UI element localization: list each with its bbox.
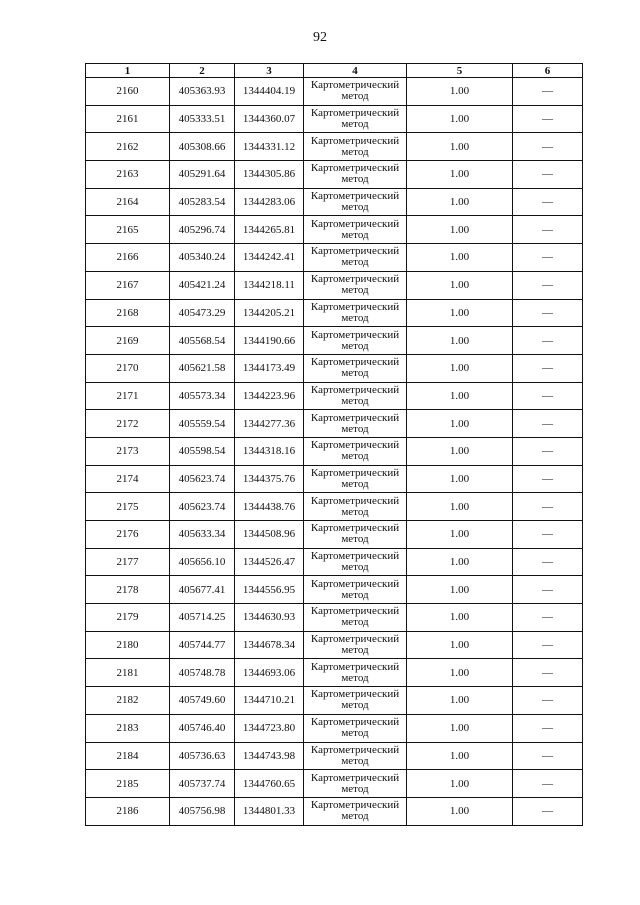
point-number-cell: 2179 — [86, 604, 170, 632]
y-coordinate-cell: 1344223.96 — [235, 382, 304, 410]
point-number-cell: 2184 — [86, 742, 170, 770]
accuracy-cell: 1.00 — [407, 216, 513, 244]
accuracy-cell: 1.00 — [407, 327, 513, 355]
table-row — [86, 105, 583, 133]
column-header-1: 1 — [86, 64, 170, 78]
note-cell: — — [513, 797, 583, 825]
table-row — [86, 631, 583, 659]
table-row — [86, 548, 583, 576]
point-number-cell: 2169 — [86, 327, 170, 355]
table-row — [86, 437, 583, 465]
method-cell — [304, 382, 407, 410]
accuracy-cell: 1.00 — [407, 133, 513, 161]
accuracy-cell: 1.00 — [407, 299, 513, 327]
method-line-2: метод — [341, 782, 369, 795]
method-line-2: метод — [341, 616, 369, 629]
method-cell — [304, 105, 407, 133]
x-coordinate-cell: 405333.51 — [170, 105, 235, 133]
note-cell: — — [513, 161, 583, 189]
method-cell — [304, 410, 407, 438]
accuracy-cell: 1.00 — [407, 770, 513, 798]
point-number-cell: 2162 — [86, 133, 170, 161]
table-header-row — [86, 64, 583, 78]
method-line-1: Картометрический — [310, 466, 400, 479]
accuracy-cell: 1.00 — [407, 521, 513, 549]
method-cell — [304, 631, 407, 659]
y-coordinate-cell: 1344743.98 — [235, 742, 304, 770]
method-line-1: Картометрический — [310, 300, 400, 313]
method-line-1: Картометрический — [310, 494, 400, 507]
note-cell: — — [513, 271, 583, 299]
accuracy-cell: 1.00 — [407, 714, 513, 742]
method-line-2: метод — [341, 727, 369, 740]
accuracy-cell: 1.00 — [407, 548, 513, 576]
method-line-1: Картометрический — [310, 162, 400, 175]
y-coordinate-cell: 1344375.76 — [235, 465, 304, 493]
method-line-1: Картометрический — [310, 660, 400, 673]
note-cell: — — [513, 548, 583, 576]
point-number-cell: 2186 — [86, 797, 170, 825]
point-number-cell: 2173 — [86, 437, 170, 465]
column-header-6: 6 — [513, 64, 583, 78]
note-cell: — — [513, 742, 583, 770]
coordinates-table — [85, 63, 583, 826]
method-line-1: Картометрический — [310, 273, 400, 286]
method-cell — [304, 493, 407, 521]
x-coordinate-cell: 405736.63 — [170, 742, 235, 770]
accuracy-cell: 1.00 — [407, 493, 513, 521]
method-line-2: метод — [341, 588, 369, 601]
y-coordinate-cell: 1344556.95 — [235, 576, 304, 604]
method-line-2: метод — [341, 284, 369, 297]
note-cell: — — [513, 687, 583, 715]
x-coordinate-cell: 405308.66 — [170, 133, 235, 161]
method-cell — [304, 216, 407, 244]
point-number-cell: 2181 — [86, 659, 170, 687]
method-line-2: метод — [341, 118, 369, 131]
table-row — [86, 216, 583, 244]
accuracy-cell: 1.00 — [407, 188, 513, 216]
note-cell: — — [513, 105, 583, 133]
method-cell — [304, 714, 407, 742]
method-cell — [304, 604, 407, 632]
note-cell: — — [513, 244, 583, 272]
table-row — [86, 327, 583, 355]
table-row — [86, 770, 583, 798]
method-line-1: Картометрический — [310, 328, 400, 341]
method-cell — [304, 548, 407, 576]
point-number-cell: 2174 — [86, 465, 170, 493]
method-line-1: Картометрический — [310, 79, 400, 92]
x-coordinate-cell: 405737.74 — [170, 770, 235, 798]
note-cell: — — [513, 576, 583, 604]
point-number-cell: 2178 — [86, 576, 170, 604]
note-cell: — — [513, 410, 583, 438]
method-cell — [304, 797, 407, 825]
method-line-2: метод — [341, 644, 369, 657]
method-line-1: Картометрический — [310, 716, 400, 729]
method-line-1: Картометрический — [310, 245, 400, 258]
x-coordinate-cell: 405677.41 — [170, 576, 235, 604]
method-line-1: Картометрический — [310, 633, 400, 646]
method-line-1: Картометрический — [310, 550, 400, 563]
method-cell — [304, 327, 407, 355]
note-cell: — — [513, 327, 583, 355]
y-coordinate-cell: 1344438.76 — [235, 493, 304, 521]
point-number-cell: 2167 — [86, 271, 170, 299]
table-row — [86, 133, 583, 161]
y-coordinate-cell: 1344710.21 — [235, 687, 304, 715]
point-number-cell: 2177 — [86, 548, 170, 576]
column-header-5: 5 — [407, 64, 513, 78]
method-line-2: метод — [341, 311, 369, 324]
method-line-1: Картометрический — [310, 383, 400, 396]
table-row — [86, 244, 583, 272]
table-row — [86, 188, 583, 216]
method-line-2: метод — [341, 201, 369, 214]
point-number-cell: 2183 — [86, 714, 170, 742]
point-number-cell: 2175 — [86, 493, 170, 521]
table-row — [86, 604, 583, 632]
x-coordinate-cell: 405421.24 — [170, 271, 235, 299]
y-coordinate-cell: 1344331.12 — [235, 133, 304, 161]
point-number-cell: 2164 — [86, 188, 170, 216]
point-number-cell: 2180 — [86, 631, 170, 659]
method-cell — [304, 659, 407, 687]
method-line-1: Картометрический — [310, 688, 400, 701]
method-cell — [304, 742, 407, 770]
point-number-cell: 2182 — [86, 687, 170, 715]
y-coordinate-cell: 1344318.16 — [235, 437, 304, 465]
x-coordinate-cell: 405633.34 — [170, 521, 235, 549]
method-line-2: метод — [341, 367, 369, 380]
note-cell: — — [513, 521, 583, 549]
table-row — [86, 465, 583, 493]
table-row — [86, 493, 583, 521]
y-coordinate-cell: 1344265.81 — [235, 216, 304, 244]
y-coordinate-cell: 1344360.07 — [235, 105, 304, 133]
method-line-1: Картометрический — [310, 356, 400, 369]
note-cell: — — [513, 770, 583, 798]
x-coordinate-cell: 405623.74 — [170, 493, 235, 521]
method-cell — [304, 576, 407, 604]
x-coordinate-cell: 405748.78 — [170, 659, 235, 687]
page-number: 92 — [313, 30, 327, 45]
x-coordinate-cell: 405756.98 — [170, 797, 235, 825]
point-number-cell: 2161 — [86, 105, 170, 133]
x-coordinate-cell: 405363.93 — [170, 78, 235, 106]
y-coordinate-cell: 1344526.47 — [235, 548, 304, 576]
method-cell — [304, 521, 407, 549]
method-cell — [304, 437, 407, 465]
method-line-2: метод — [341, 450, 369, 463]
note-cell: — — [513, 465, 583, 493]
note-cell: — — [513, 604, 583, 632]
column-header-4: 4 — [304, 64, 407, 78]
point-number-cell: 2163 — [86, 161, 170, 189]
x-coordinate-cell: 405568.54 — [170, 327, 235, 355]
method-line-2: метод — [341, 754, 369, 767]
table-row — [86, 410, 583, 438]
method-cell — [304, 770, 407, 798]
x-coordinate-cell: 405621.58 — [170, 354, 235, 382]
method-line-1: Картометрический — [310, 134, 400, 147]
y-coordinate-cell: 1344277.36 — [235, 410, 304, 438]
method-cell — [304, 271, 407, 299]
method-line-2: метод — [341, 256, 369, 269]
note-cell: — — [513, 493, 583, 521]
accuracy-cell: 1.00 — [407, 244, 513, 272]
y-coordinate-cell: 1344283.06 — [235, 188, 304, 216]
table-row — [86, 161, 583, 189]
method-cell — [304, 299, 407, 327]
note-cell: — — [513, 133, 583, 161]
method-line-2: метод — [341, 339, 369, 352]
method-cell — [304, 244, 407, 272]
method-line-2: метод — [341, 810, 369, 823]
accuracy-cell: 1.00 — [407, 437, 513, 465]
accuracy-cell: 1.00 — [407, 631, 513, 659]
accuracy-cell: 1.00 — [407, 742, 513, 770]
y-coordinate-cell: 1344218.11 — [235, 271, 304, 299]
table-row — [86, 797, 583, 825]
method-line-2: метод — [341, 699, 369, 712]
method-line-2: метод — [341, 477, 369, 490]
table-row — [86, 659, 583, 687]
method-line-1: Картометрический — [310, 217, 400, 230]
x-coordinate-cell: 405283.54 — [170, 188, 235, 216]
note-cell: — — [513, 299, 583, 327]
accuracy-cell: 1.00 — [407, 78, 513, 106]
method-line-2: метод — [341, 394, 369, 407]
method-line-1: Картометрический — [310, 107, 400, 120]
x-coordinate-cell: 405656.10 — [170, 548, 235, 576]
x-coordinate-cell: 405714.25 — [170, 604, 235, 632]
accuracy-cell: 1.00 — [407, 354, 513, 382]
table-row — [86, 714, 583, 742]
y-coordinate-cell: 1344190.66 — [235, 327, 304, 355]
x-coordinate-cell: 405598.54 — [170, 437, 235, 465]
y-coordinate-cell: 1344801.33 — [235, 797, 304, 825]
accuracy-cell: 1.00 — [407, 797, 513, 825]
y-coordinate-cell: 1344630.93 — [235, 604, 304, 632]
column-header-3: 3 — [235, 64, 304, 78]
table-row — [86, 742, 583, 770]
method-line-1: Картометрический — [310, 522, 400, 535]
table-row — [86, 78, 583, 106]
y-coordinate-cell: 1344723.80 — [235, 714, 304, 742]
point-number-cell: 2166 — [86, 244, 170, 272]
y-coordinate-cell: 1344205.21 — [235, 299, 304, 327]
method-cell — [304, 133, 407, 161]
x-coordinate-cell: 405573.34 — [170, 382, 235, 410]
note-cell: — — [513, 631, 583, 659]
table-row — [86, 687, 583, 715]
y-coordinate-cell: 1344242.41 — [235, 244, 304, 272]
method-cell — [304, 354, 407, 382]
column-header-2: 2 — [170, 64, 235, 78]
accuracy-cell: 1.00 — [407, 271, 513, 299]
method-line-1: Картометрический — [310, 743, 400, 756]
table-row — [86, 271, 583, 299]
table-row — [86, 354, 583, 382]
y-coordinate-cell: 1344678.34 — [235, 631, 304, 659]
method-line-2: метод — [341, 90, 369, 103]
x-coordinate-cell: 405291.64 — [170, 161, 235, 189]
note-cell: — — [513, 216, 583, 244]
point-number-cell: 2172 — [86, 410, 170, 438]
y-coordinate-cell: 1344404.19 — [235, 78, 304, 106]
note-cell: — — [513, 382, 583, 410]
method-line-1: Картометрический — [310, 799, 400, 812]
method-cell — [304, 161, 407, 189]
method-line-1: Картометрический — [310, 190, 400, 203]
method-line-1: Картометрический — [310, 771, 400, 784]
method-line-1: Картометрический — [310, 439, 400, 452]
method-line-2: метод — [341, 505, 369, 518]
method-line-2: метод — [341, 561, 369, 574]
method-line-1: Картометрический — [310, 577, 400, 590]
method-line-2: метод — [341, 671, 369, 684]
y-coordinate-cell: 1344693.06 — [235, 659, 304, 687]
point-number-cell: 2168 — [86, 299, 170, 327]
note-cell: — — [513, 78, 583, 106]
method-line-1: Картометрический — [310, 605, 400, 618]
note-cell: — — [513, 714, 583, 742]
point-number-cell: 2170 — [86, 354, 170, 382]
table-body — [86, 78, 583, 826]
method-line-2: метод — [341, 422, 369, 435]
y-coordinate-cell: 1344305.86 — [235, 161, 304, 189]
y-coordinate-cell: 1344508.96 — [235, 521, 304, 549]
point-number-cell: 2176 — [86, 521, 170, 549]
note-cell: — — [513, 188, 583, 216]
x-coordinate-cell: 405749.60 — [170, 687, 235, 715]
y-coordinate-cell: 1344760.65 — [235, 770, 304, 798]
point-number-cell: 2160 — [86, 78, 170, 106]
accuracy-cell: 1.00 — [407, 659, 513, 687]
method-line-2: метод — [341, 173, 369, 186]
x-coordinate-cell: 405746.40 — [170, 714, 235, 742]
method-line-2: метод — [341, 145, 369, 158]
table-row — [86, 382, 583, 410]
method-line-1: Картометрический — [310, 411, 400, 424]
point-number-cell: 2171 — [86, 382, 170, 410]
x-coordinate-cell: 405296.74 — [170, 216, 235, 244]
y-coordinate-cell: 1344173.49 — [235, 354, 304, 382]
x-coordinate-cell: 405473.29 — [170, 299, 235, 327]
accuracy-cell: 1.00 — [407, 604, 513, 632]
accuracy-cell: 1.00 — [407, 382, 513, 410]
x-coordinate-cell: 405744.77 — [170, 631, 235, 659]
method-cell — [304, 465, 407, 493]
point-number-cell: 2185 — [86, 770, 170, 798]
table-row — [86, 521, 583, 549]
point-number-cell: 2165 — [86, 216, 170, 244]
accuracy-cell: 1.00 — [407, 410, 513, 438]
accuracy-cell: 1.00 — [407, 105, 513, 133]
accuracy-cell: 1.00 — [407, 465, 513, 493]
note-cell: — — [513, 659, 583, 687]
accuracy-cell: 1.00 — [407, 161, 513, 189]
method-line-2: метод — [341, 228, 369, 241]
method-cell — [304, 687, 407, 715]
method-cell — [304, 78, 407, 106]
method-cell — [304, 188, 407, 216]
accuracy-cell: 1.00 — [407, 576, 513, 604]
note-cell: — — [513, 354, 583, 382]
x-coordinate-cell: 405623.74 — [170, 465, 235, 493]
accuracy-cell: 1.00 — [407, 687, 513, 715]
method-line-2: метод — [341, 533, 369, 546]
note-cell: — — [513, 437, 583, 465]
x-coordinate-cell: 405559.54 — [170, 410, 235, 438]
x-coordinate-cell: 405340.24 — [170, 244, 235, 272]
table-row — [86, 299, 583, 327]
table-row — [86, 576, 583, 604]
